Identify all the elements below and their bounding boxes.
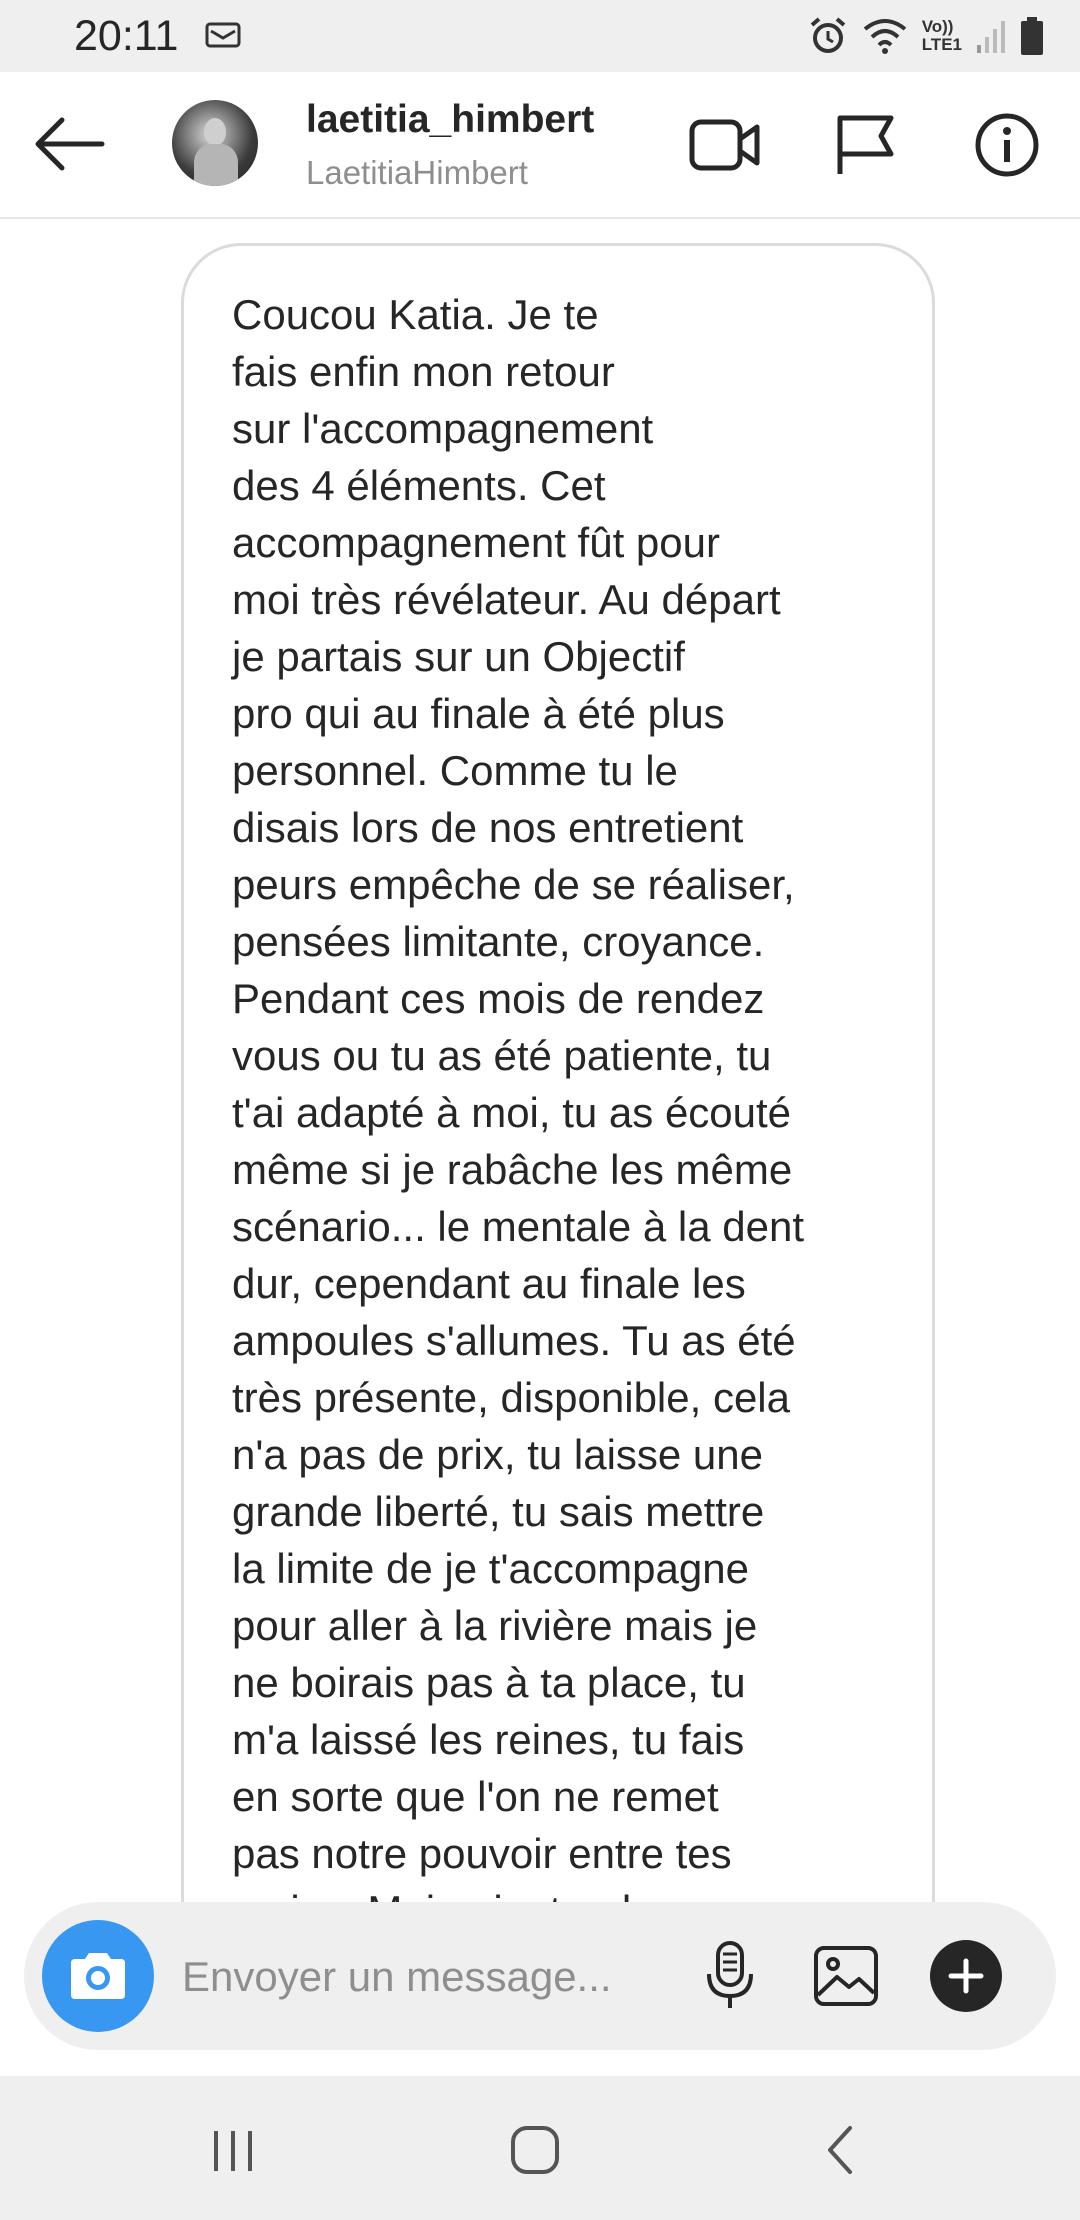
- back-icon: [820, 2124, 860, 2176]
- mail-icon: [205, 22, 241, 48]
- plus-icon: [948, 1958, 984, 1994]
- gallery-button[interactable]: [808, 1938, 884, 2014]
- message-composer: [24, 1902, 1056, 2050]
- battery-icon: [1020, 16, 1044, 56]
- status-icons: [808, 14, 1044, 58]
- back-arrow-icon: [32, 114, 108, 174]
- system-back-button[interactable]: [800, 2118, 880, 2182]
- lte-label: LTE1: [921, 35, 962, 54]
- home-button[interactable]: [495, 2118, 575, 2182]
- volte-label: Vo)): [921, 17, 954, 36]
- microphone-icon: [703, 1940, 757, 2012]
- camera-button[interactable]: [42, 1920, 154, 2032]
- chat-header: [0, 72, 1080, 219]
- status-time: 20:11: [74, 12, 179, 60]
- avatar-face: [204, 118, 226, 146]
- info-icon: [974, 112, 1040, 178]
- flag-icon: [835, 114, 895, 176]
- username[interactable]: laetitia_himbert: [306, 98, 595, 141]
- network-type: [922, 18, 962, 54]
- message-bubble[interactable]: [181, 243, 935, 2003]
- gallery-icon: [813, 1945, 879, 2007]
- voice-message-button[interactable]: [692, 1938, 768, 2014]
- back-button[interactable]: [32, 114, 108, 174]
- signal-icon: [976, 18, 1006, 54]
- display-name: LaetitiaHimbert: [306, 154, 528, 191]
- more-options-button[interactable]: [930, 1940, 1002, 2012]
- recent-apps-icon: [208, 2125, 258, 2175]
- video-call-button[interactable]: [688, 110, 762, 180]
- status-bar: [0, 0, 1080, 72]
- video-call-icon: [689, 117, 761, 173]
- recent-apps-button[interactable]: [193, 2118, 273, 2182]
- message-input[interactable]: [180, 1942, 684, 2012]
- info-button[interactable]: [970, 110, 1044, 180]
- report-button[interactable]: [828, 110, 902, 180]
- alarm-icon: [808, 16, 848, 56]
- camera-icon: [67, 1951, 129, 2001]
- avatar-body: [194, 144, 238, 186]
- home-icon: [509, 2124, 561, 2176]
- system-nav-bar: [0, 2076, 1080, 2220]
- avatar[interactable]: [172, 100, 258, 186]
- wifi-icon: [862, 17, 908, 55]
- message-text: Coucou Katia. Je te fais enfin mon retour sur l'accompagnement des 4 éléments. Cet accompagnement fût pour moi très révélateur. Au départ je partais sur un Objectif pro qui au finale à été plus personnel. Comme tu le disais lors de nos entretient peurs empêche de se réaliser, pensées limitante, croyance. Pendant ces mois de rendez vous ou tu as été patiente, tu t'ai adapté à moi, tu as écouté même si je rabâche les même scénario... le mentale à la dent dur, cependant au finale les ampoules s'allumes. Tu as été très présente, disponible, cela n'a pas de prix, tu laisse une grande liberté, tu sais mettre la limite de je t'accompagne pour aller à la rivière mais je ne boirais pas à ta place, tu m'a laissé les reines, tu fais en sorte que l'on ne remet pas notre pouvoir entre tes: [232, 291, 805, 1877]
